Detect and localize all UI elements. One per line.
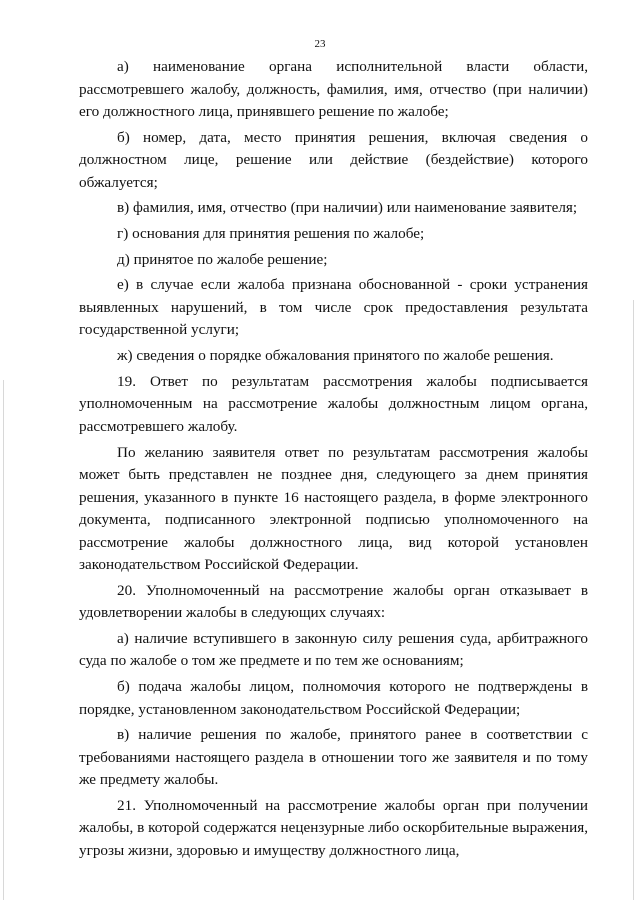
paragraph-clause-21: 21. Уполномоченный на рассмотрение жалобы орган при получении жалобы, в которой содержатся нецензурные либо оскорбительные выражения, угрозы жизни, здоровью и имуществу должностного лица, (79, 796, 588, 859)
document-body (79, 56, 588, 866)
scan-edge-right (633, 300, 634, 900)
paragraph-clause-19: 19. Ответ по результатам рассмотрения жалобы подписывается уполномоченным на рассмотрение жалобы должностным лицом органа, рассмотревшего жалобу. (79, 372, 588, 435)
scan-edge-left (3, 380, 4, 900)
paragraph-clause-20-v: в) наличие решения по жалобе, принятого ранее в соответствии с требованиями настоящего раздела в отношении того же заявителя и по тому же предмету жалобы. (79, 726, 588, 789)
paragraph-clause-20-a: а) наличие вступившего в законную силу решения суда, арбитражного суда по жалобе о том же предмете и по тем же основаниям; (79, 629, 588, 670)
paragraph-item-e: е) в случае если жалоба признана обоснованной - сроки устранения выявленных нарушений, в том числе срок предоставления результата государственной услуги; (79, 276, 588, 339)
paragraph-item-g: г) основания для принятия решения по жалобе; (117, 225, 425, 243)
paragraph-item-d: д) принятое по жалобе решение; (117, 250, 328, 268)
paragraph-item-b: б) номер, дата, место принятия решения, включая сведения о должностном лице, решение или действие (бездействие) которого обжалуется; (79, 128, 588, 191)
paragraph-item-v: в) фамилия, имя, отчество (при наличии) или наименование заявителя; (117, 199, 578, 217)
paragraph-item-zh: ж) сведения о порядке обжалования принятого по жалобе решения. (117, 347, 554, 365)
paragraph-clause-20-b: б) подача жалобы лицом, полномочия которого не подтверждены в порядке, установленном законодательством Российской Федерации; (79, 678, 588, 718)
page-number: 23 (314, 38, 326, 50)
paragraph-item-a: а) наименование органа исполнительной власти области, рассмотревшего жалобу, должность, фамилия, имя, отчество (при наличии) его должностного лица, принявшего решение по жалобе; (79, 58, 588, 120)
paragraph-clause-20: 20. Уполномоченный на рассмотрение жалобы орган отказывает в удовлетворении жалобы в следующих случаях: (79, 581, 588, 622)
paragraph-clause-19-electronic: По желанию заявителя ответ по результатам рассмотрения жалобы может быть представлен не позднее дня, следующего за днем принятия решения, указанного в пункте 16 настоящего раздела, в форме электронного документа, подписанного электронной подписью уполномоченного на рассмотрение жалобы должностного лица, вид которой установлен законодательством Российской Федерации. (79, 443, 588, 573)
